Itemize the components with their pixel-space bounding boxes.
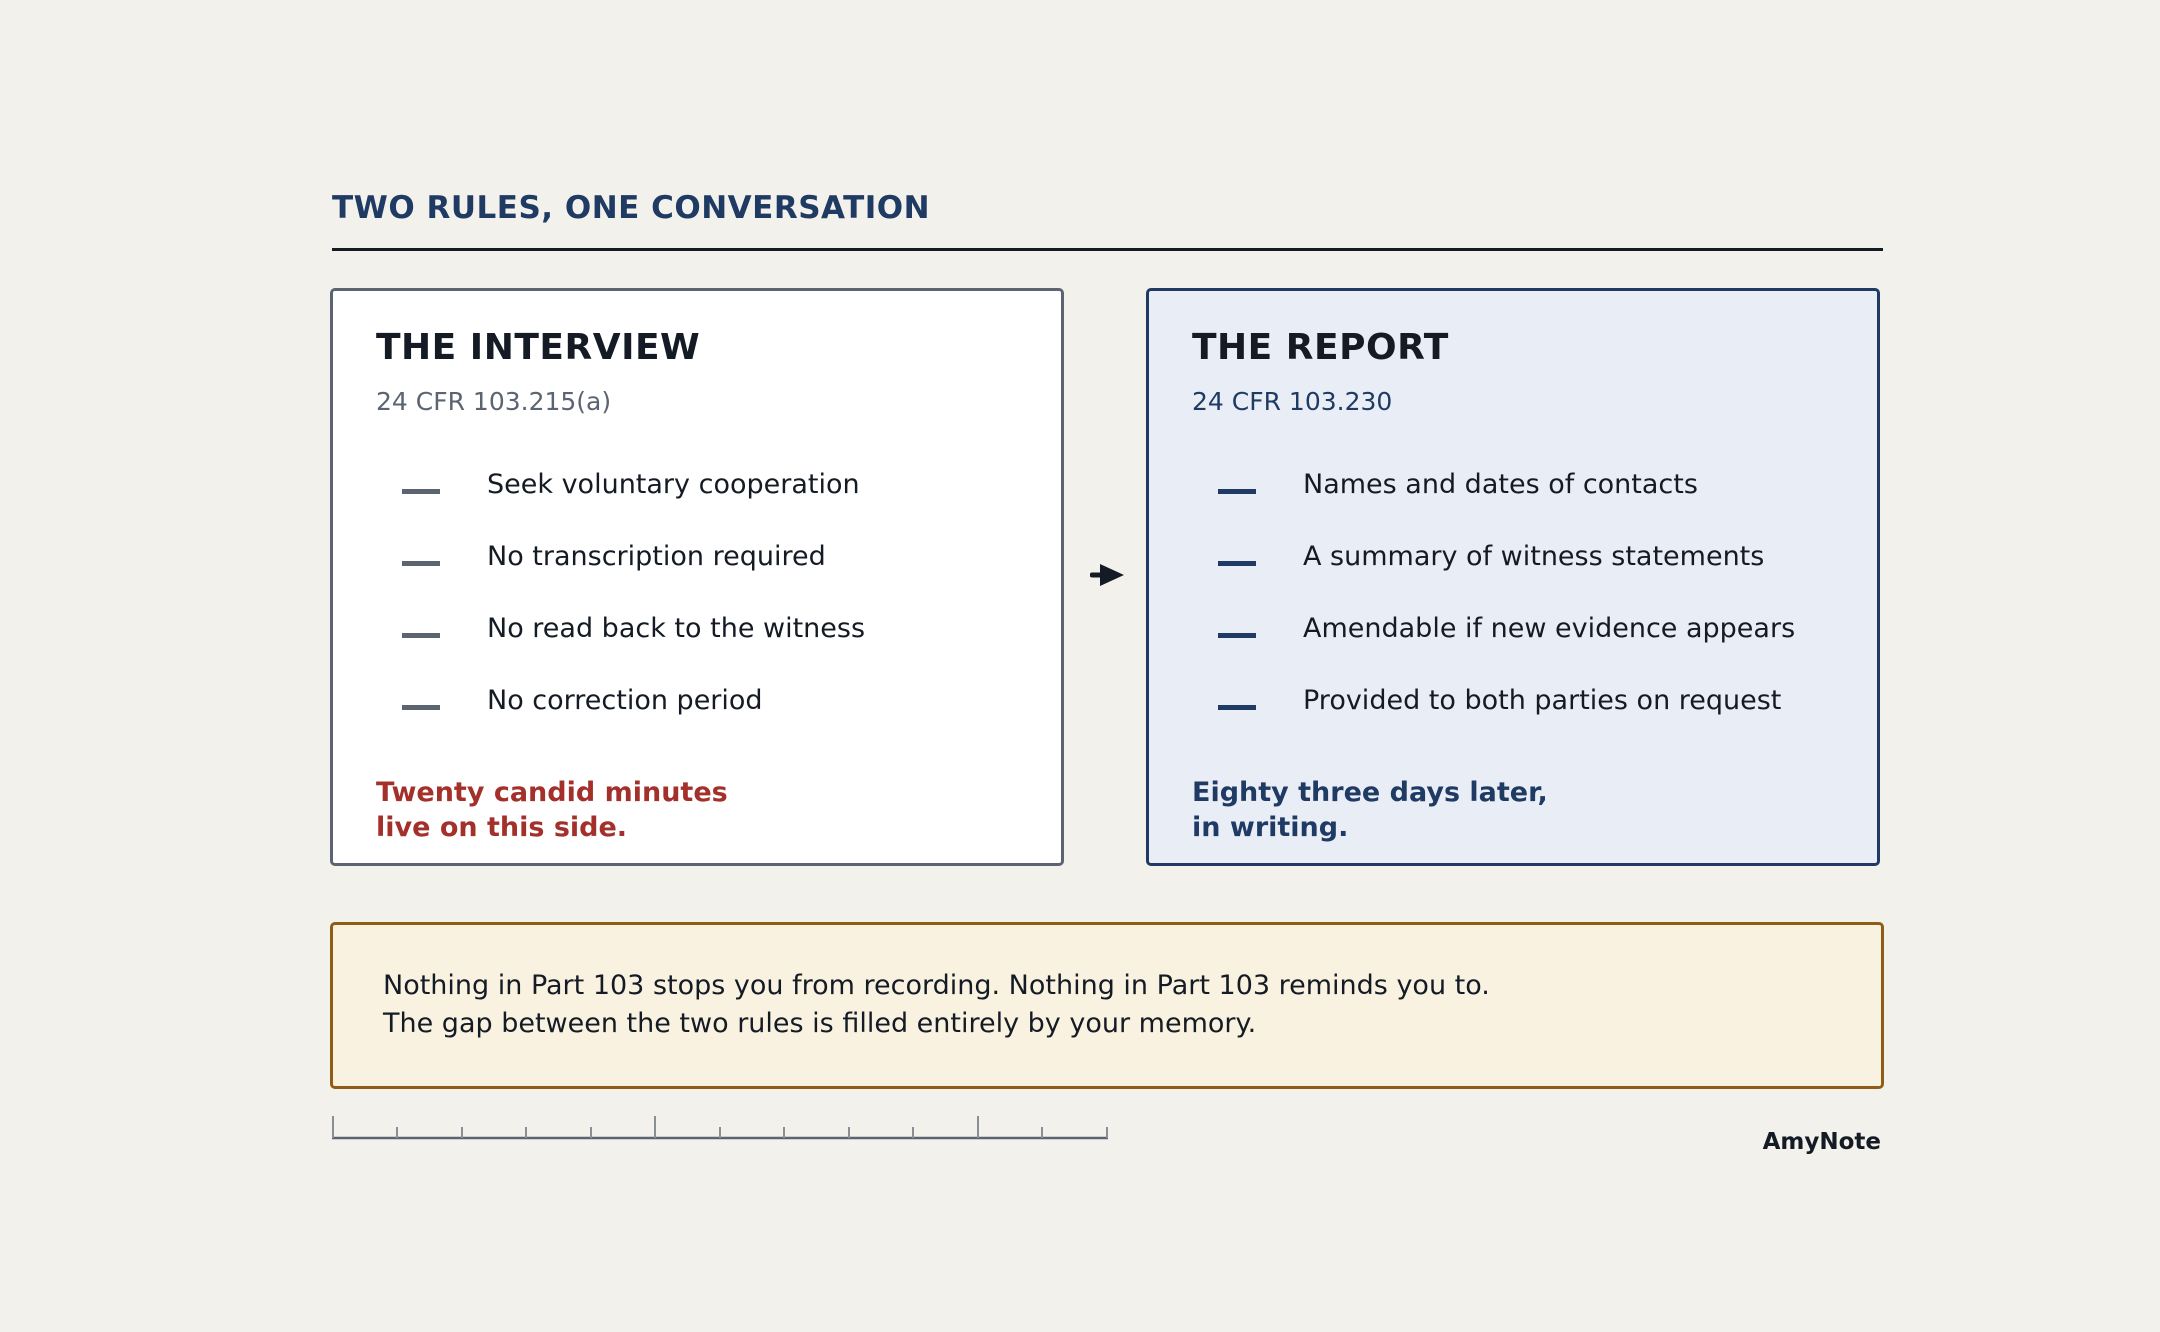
title-divider	[332, 248, 1883, 251]
report-heading: THE REPORT	[1192, 327, 1449, 368]
list-item	[1218, 611, 1795, 683]
ruler-decoration	[330, 1112, 1110, 1142]
list-item-text: Seek voluntary cooperation	[487, 469, 860, 500]
list-item-text: No transcription required	[487, 541, 826, 572]
list-item-text: Names and dates of contacts	[1303, 469, 1698, 500]
interview-list	[402, 467, 865, 755]
interview-note-line: Twenty candid minutes	[376, 777, 728, 808]
list-item	[1218, 467, 1795, 539]
dash-icon	[402, 633, 440, 638]
interview-note-line: live on this side.	[376, 812, 628, 843]
list-item-text: Amendable if new evidence appears	[1303, 613, 1796, 644]
dash-icon	[402, 705, 440, 710]
dash-icon	[402, 489, 440, 494]
dash-icon	[1218, 561, 1256, 566]
dash-icon	[402, 561, 440, 566]
callout-line: Nothing in Part 103 stops you from recording. Nothing in Part 103 reminds you to.	[383, 970, 1490, 1001]
list-item	[402, 683, 865, 755]
list-item-text: No correction period	[487, 685, 763, 716]
list-item	[1218, 539, 1795, 611]
list-item	[1218, 683, 1795, 755]
report-note-line: Eighty three days later,	[1192, 777, 1548, 808]
report-note-line: in writing.	[1192, 812, 1349, 843]
dash-icon	[1218, 489, 1256, 494]
dash-icon	[1218, 633, 1256, 638]
dash-icon	[1218, 705, 1256, 710]
interview-note	[376, 775, 728, 845]
list-item-text: No read back to the witness	[487, 613, 866, 644]
list-item-text: A summary of witness statements	[1303, 541, 1765, 572]
page-title: TWO RULES, ONE CONVERSATION	[332, 190, 931, 226]
report-citation: 24 CFR 103.230	[1192, 387, 1393, 416]
interview-heading: THE INTERVIEW	[376, 327, 701, 368]
interview-citation: 24 CFR 103.215(a)	[376, 387, 612, 416]
arrow-right-icon	[1090, 560, 1126, 590]
interview-card	[330, 288, 1064, 866]
list-item	[402, 611, 865, 683]
callout-line: The gap between the two rules is filled entirely by your memory.	[383, 1008, 1257, 1039]
list-item-text: Provided to both parties on request	[1303, 685, 1782, 716]
report-note	[1192, 775, 1548, 845]
report-card	[1146, 288, 1880, 866]
report-list	[1218, 467, 1795, 755]
list-item	[402, 467, 865, 539]
callout-box	[330, 922, 1884, 1089]
callout-text	[383, 967, 1490, 1043]
list-item	[402, 539, 865, 611]
brand-logo: AmyNote	[1762, 1129, 1881, 1155]
